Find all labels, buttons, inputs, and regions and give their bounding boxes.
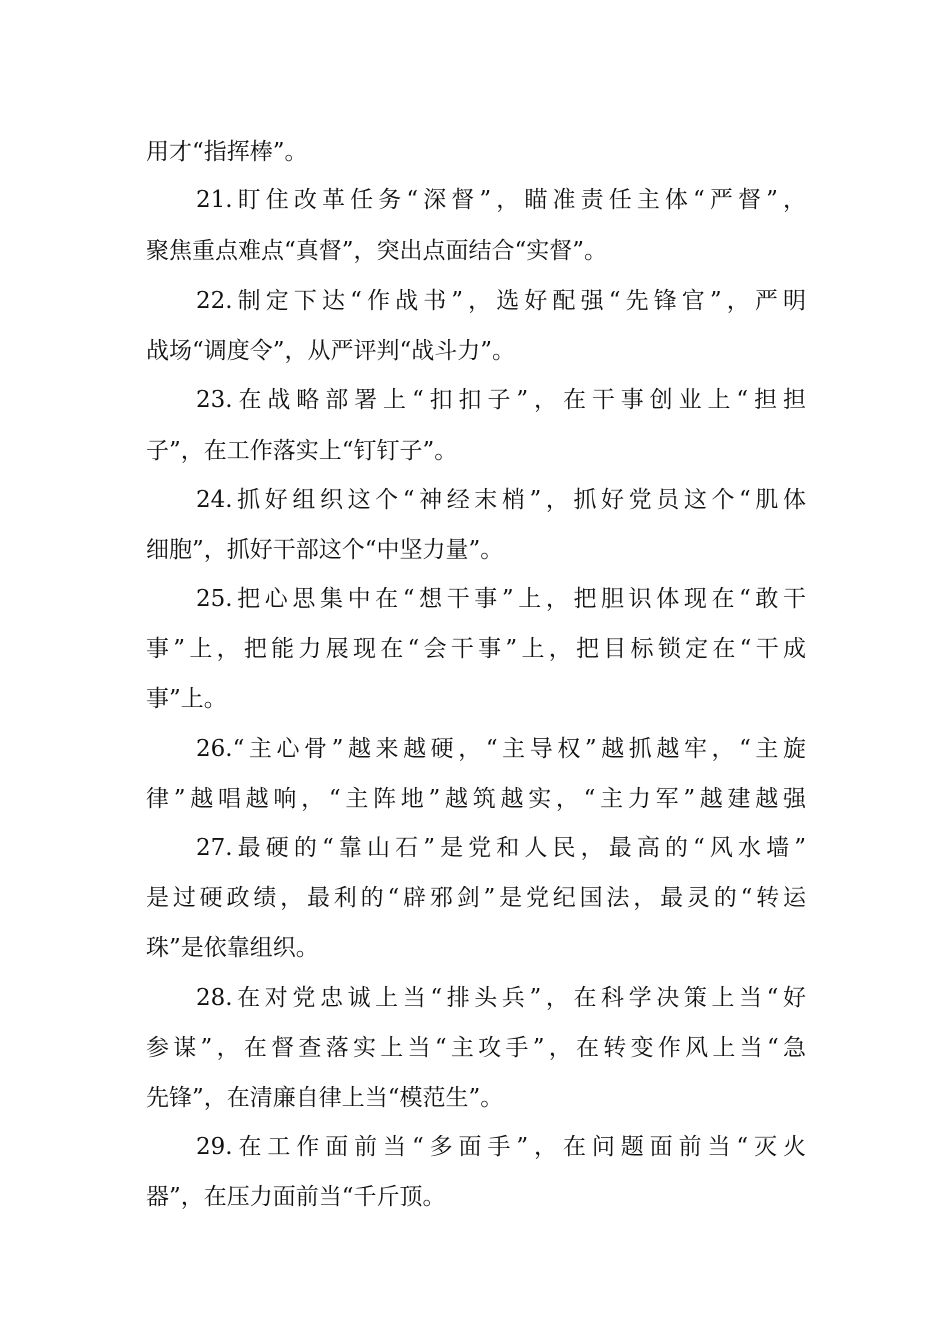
item-28-line-1: 28.在对党忠诚上当“排头兵”，在科学决策上当“好 [196, 985, 806, 1011]
item-26-line-1: 26.“主心骨”越来越硬，“主导权”越抓越牢，“主旋 [196, 736, 806, 762]
item-28-line-2: 参谋”，在督查落实上当“主攻手”，在转变作风上当“急 [146, 1035, 806, 1061]
item-21-line-2: 聚焦重点难点“真督”，突出点面结合“实督”。 [146, 238, 608, 264]
item-26-line-2: 律”越唱越响，“主阵地”越筑越实，“主力军”越建越强 [146, 786, 806, 812]
item-25-line-3: 事”上。 [146, 686, 227, 712]
item-24-line-1: 24.抓好组织这个“神经末梢”，抓好党员这个“肌体 [196, 487, 806, 513]
text-line-1: 用才“指挥棒”。 [146, 139, 308, 165]
item-27-line-2: 是过硬政绩，最利的“辟邪剑”是党纪国法，最灵的“转运 [146, 885, 806, 911]
item-28-line-3: 先锋”，在清廉自律上当“模范生”。 [146, 1085, 504, 1111]
item-22-line-1: 22.制定下达“作战书”，选好配强“先锋官”，严明 [196, 288, 806, 314]
item-23-line-1: 23.在战略部署上“扣扣子”，在干事创业上“担担 [196, 387, 806, 413]
item-29-line-1: 29.在工作面前当“多面手”，在问题面前当“灭火 [196, 1134, 806, 1160]
item-27-line-1: 27.最硬的“靠山石”是党和人民，最高的“风水墙” [196, 835, 806, 861]
item-21-line-1: 21.盯住改革任务“深督”，瞄准责任主体“严督”， [196, 187, 806, 213]
item-29-line-2: 器”，在压力面前当“千斤顶。 [146, 1184, 446, 1210]
item-22-line-2: 战场“调度令”，从严评判“战斗力”。 [146, 338, 516, 364]
item-25-line-2: 事”上，把能力展现在“会干事”上，把目标锁定在“干成 [146, 636, 806, 662]
item-24-line-2: 细胞”，抓好干部这个“中坚力量”。 [146, 537, 504, 563]
item-25-line-1: 25.把心思集中在“想干事”上，把胆识体现在“敢干 [196, 586, 806, 612]
item-27-line-3: 珠”是依靠组织。 [146, 935, 319, 961]
item-23-line-2: 子”，在工作落实上“钉钉子”。 [146, 438, 458, 464]
